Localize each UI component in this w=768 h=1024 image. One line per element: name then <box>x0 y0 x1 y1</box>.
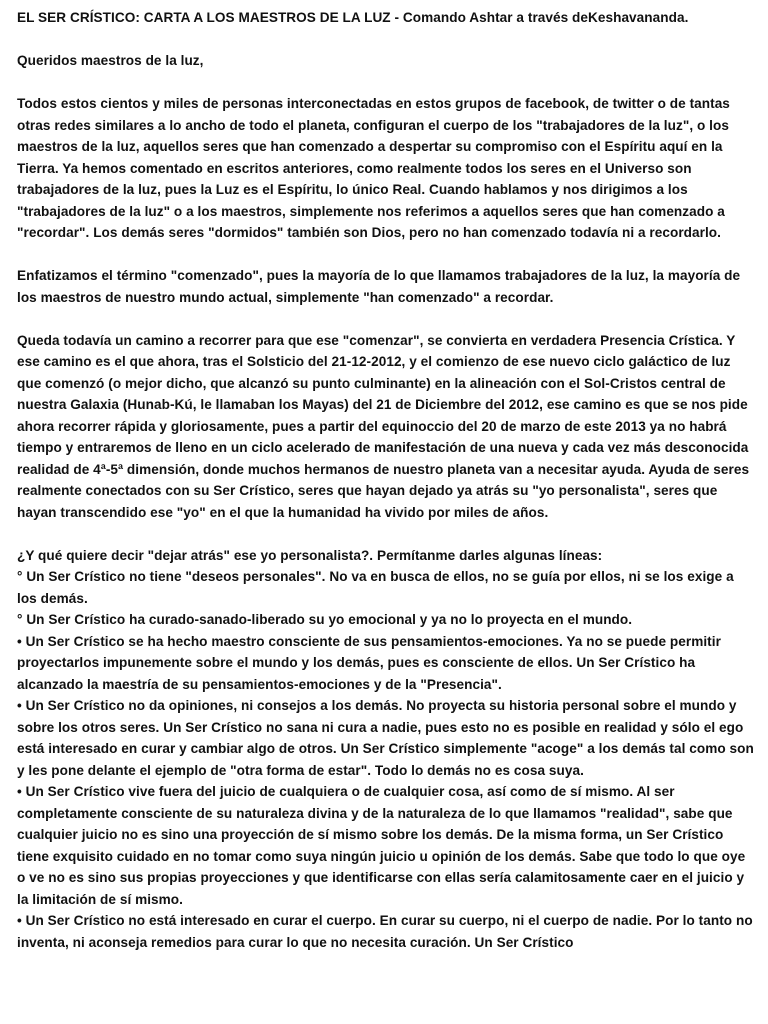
paragraph-2: Enfatizamos el término "comenzado", pues la mayoría de lo que llamamos trabajadores de la luz, la mayoría de los maestros de nuestro mundo actual, simplemente "han comenzado" a recordar. <box>17 268 741 305</box>
paragraph-1: Todos estos cientos y miles de personas interconectadas en estos grupos de facebook, de twitter o de tantas otras redes similares a lo ancho de todo el planeta, configuran el cuerpo de los "trabajadores de la luz", o los maestros de la luz, aquellos seres que han comenzado a despertar su compromiso con el Espíritu aquí en la Tierra. Ya hemos comentado en escritos anteriores, como realmente todos los seres en el Universo son trabajadores de la luz, pues la Luz es el Espíritu, lo único Real. Cuando hablamos y nos dirigimos a los "trabajadores de la luz" o a los maestros, simplemente nos referimos a aquellos seres que han comenzado a "recordar". Los demás seres "dormidos" también son Dios, pero no han comenzado todavía ni a recordarlo. <box>17 96 730 240</box>
document-title: EL SER CRÍSTICO: CARTA A LOS MAESTROS DE LA LUZ - Comando Ashtar a través deKeshavananda. <box>17 10 689 25</box>
list-item: • Un Ser Crístico no está interesado en curar el cuerpo. En curar su cuerpo, ni el cuerpo de nadie. Por lo tanto no inventa, ni aconseja remedios para curar lo que no necesita curación. Un Ser Crístico <box>17 913 753 950</box>
list-item: • Un Ser Crístico vive fuera del juicio de cualquiera o de cualquier cosa, así como de sí mismo. Al ser completamente consciente de su naturaleza divina y de la naturaleza de lo que llamamos "realidad", sabe que cualquier juicio no es sino una proyección de sí mismo sobre los demás. De la misma forma, un Ser Crístico tiene exquisito cuidado en no tomar como suya ningún juicio u opinión de los demás. Sabe que todo lo que oye o ve no es sino sus propias proyecciones y que identificarse con ellas sería calamitosamente caer en el juicio y la limitación de sí mismo. <box>17 784 746 907</box>
list-item: ° Un Ser Crístico ha curado-sanado-liberado su yo emocional y ya no lo proyecta en el mundo. <box>17 612 633 627</box>
paragraph-3: Queda todavía un camino a recorrer para que ese "comenzar", se convierta en verdadera Presencia Crística. Y ese camino es el que ahora, tras el Solsticio del 21-12-2012, y el comienzo de ese nuevo ciclo galáctico de luz que comenzó (o mejor dicho, que alcanzó su punto culminante) en la alineación con el Sol-Cristos central de nuestra Galaxia (Hunab-Kú, le llamaban los Mayas) del 21 de Diciembre del 2012, ese camino es que se nos pide ahora recorrer rápida y gloriosamente, pues a partir del equinoccio del 20 de marzo de este 2013 ya no habrá tiempo y entraremos de lleno en un ciclo acelerado de manifestación de una nueva y cada vez más desconocida realidad de 4ª-5ª dimensión, donde muchos hermanos de nuestro planeta van a necesitar ayuda. Ayuda de seres realmente conectados con su Ser Crístico, seres que hayan dejado ya atrás su "yo personalista", seres que hayan transcendido ese "yo" en el que la humanidad ha vivido por miles de años. <box>17 332 750 520</box>
list-item: ° Un Ser Crístico no tiene "deseos personales". No va en busca de ellos, no se guía por ellos, ni se los exige a los demás. <box>17 569 734 606</box>
list-item: • Un Ser Crístico se ha hecho maestro consciente de sus pensamientos-emociones. Ya no se puede permitir proyectarlos impunemente sobre el mundo y los demás, pues es consciente de ellos. Un Ser Crístico ha alcanzado la maestría de su pensamientos-emociones y de la "Presencia". <box>17 633 721 692</box>
list-intro: ¿Y qué quiere decir "dejar atrás" ese yo personalista?. Permítanme darles algunas líneas: <box>17 547 603 563</box>
salutation: Queridos maestros de la luz, <box>17 53 204 68</box>
ser-cristico-list <box>17 545 755 954</box>
document-page <box>17 7 755 953</box>
list-item: • Un Ser Crístico no da opiniones, ni consejos a los demás. No proyecta su historia personal sobre el mundo y sobre los otros seres. Un Ser Crístico no sana ni cura a nadie, pues esto no es posible en realidad y sólo el ego está interesado en curar y cambiar algo de otros. Un Ser Crístico simplemente "acoge" a los demás tal como son y les pone delante el ejemplo de "otra forma de estar". Todo lo demás no es cosa suya. <box>17 698 754 778</box>
